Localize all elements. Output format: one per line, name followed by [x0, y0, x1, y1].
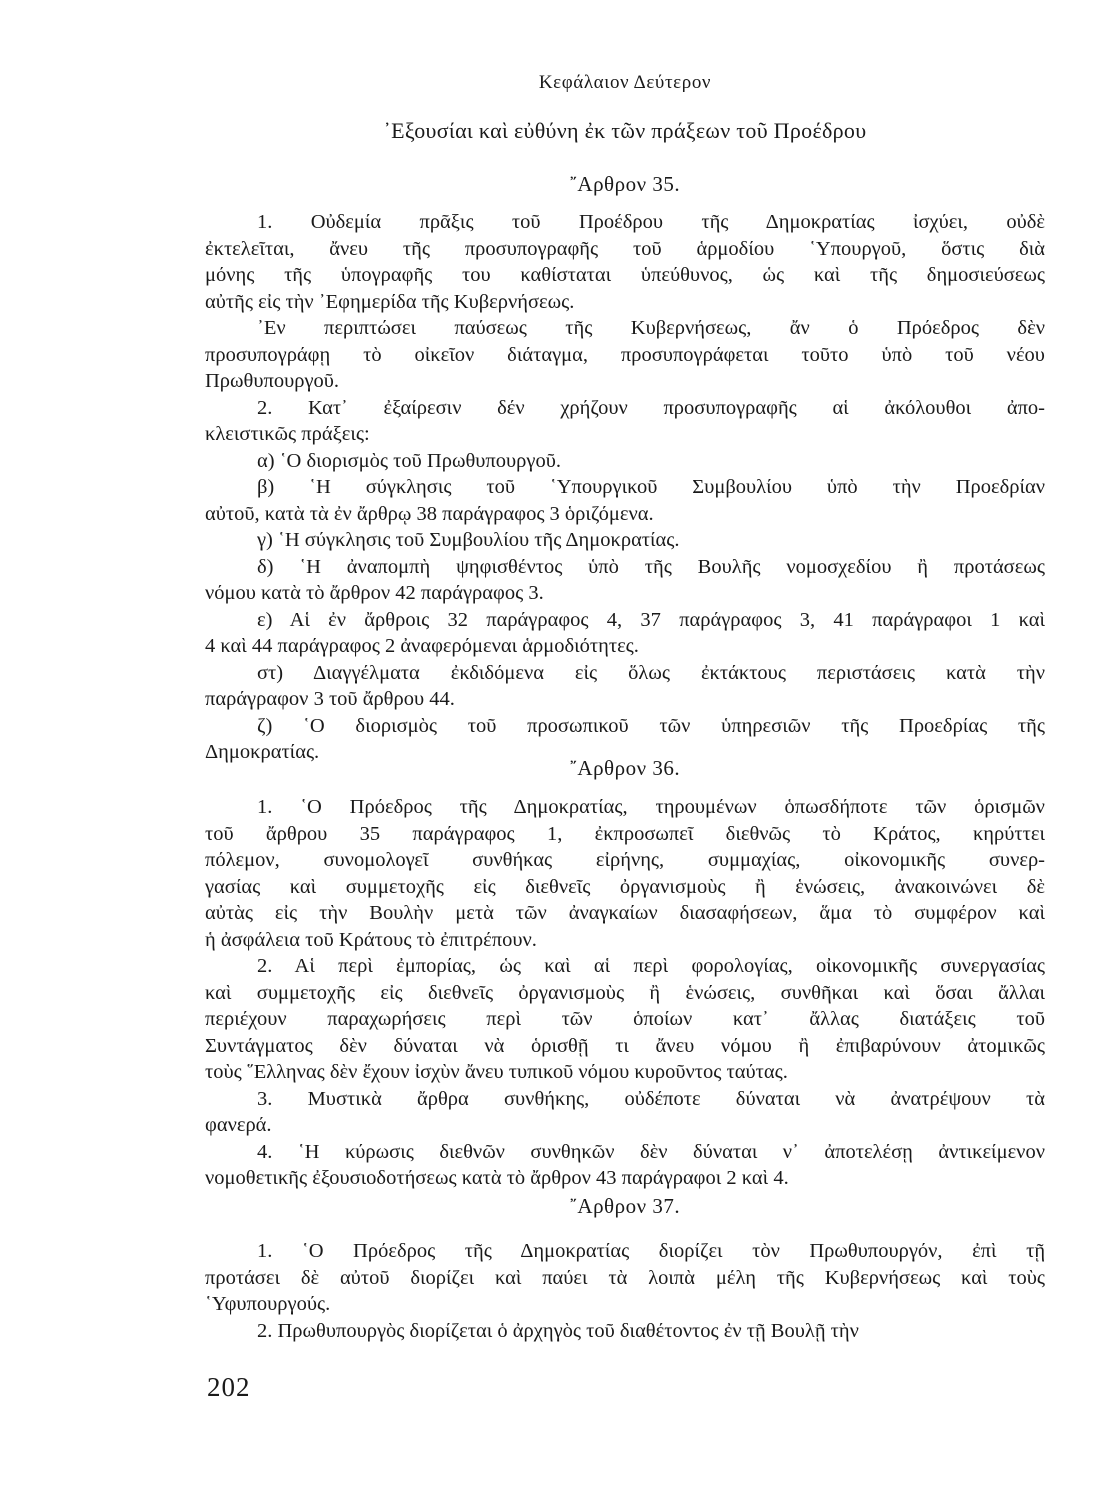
text-line: 2. Πρωθυπουργὸς διορίζεται ὁ ἀρχηγὸς τοῦ διαθέτοντος ἐν τῇ Βουλῇ τὴν	[257, 1319, 859, 1342]
text-line: αὐτῆς εἰς τὴν ᾿Εφημερίδα τῆς Κυβερνήσεως.	[205, 290, 575, 313]
text-line: ᾿Εν περιπτώσει παύσεως τῆς Κυβερνήσεως, ἄν ὁ Πρόεδρος δὲν	[257, 317, 1045, 339]
text-line: 4 καὶ 44 παράγραφος 2 ἀναφερόμεναι ἁρμοδιότητες.	[205, 635, 639, 657]
paragraph	[205, 315, 1045, 395]
text-line: β) ῾Η σύγκλησις τοῦ ῾Υπουργικοῦ Συμβουλίου ὑπὸ τὴν Προεδρίαν	[257, 476, 1046, 498]
text-line: Συντάγματος δὲν δύναται νὰ ὁρισθῇ τι ἄνευ νόμου ἢ ἐπιβαρύνουν ἀτομικῶς	[205, 1034, 1046, 1057]
paragraph	[205, 794, 1045, 953]
paragraph	[205, 1086, 1045, 1139]
text-line: πόλεμον, συνομολογεῖ συνθήκας εἰρήνης, συμμαχίας, οἰκονομικῆς συνερ-	[205, 849, 1046, 871]
text-line: ε) Αἱ ἐν ἄρθροις 32 παράγραφος 4, 37 παράγραφος 3, 41 παράγραφοι 1 καὶ	[257, 608, 1046, 631]
text-line: δ) ῾Η ἀναπομπὴ ψηφισθέντος ὑπὸ τῆς Βουλῆς νομοσχεδίου ἢ προτάσεως	[257, 555, 1045, 578]
article-35-body	[205, 209, 1045, 766]
list-item	[205, 554, 1045, 607]
text-line: 3. Μυστικὰ ἄρθρα συνθήκης, οὐδέποτε δύναται νὰ ἀνατρέψουν τὰ	[257, 1087, 1045, 1110]
text-line: περιέχουν παραχωρήσεις περὶ τῶν ὁποίων κατ᾿ ἄλλας διατάξεις τοῦ	[205, 1008, 1046, 1030]
text-line: Πρωθυπουργοῦ.	[205, 370, 340, 392]
text-line: Δημοκρατίας.	[205, 741, 320, 763]
text-line: νόμου κατὰ τὸ ἄρθρον 42 παράγραφος 3.	[205, 582, 544, 604]
text-line: 2. Κατ᾿ ἐξαίρεσιν δέν χρήζουν προσυπογραφῆς αἱ ἀκόλουθοι ἀπο-	[257, 396, 1045, 419]
paragraph	[205, 953, 1045, 1086]
text-line: ῾Υφυπουργούς.	[205, 1293, 331, 1315]
paragraph	[205, 395, 1045, 448]
text-line: τοῦ ἄρθρου 35 παράγραφος 1, ἐκπροσωπεῖ διεθνῶς τὸ Κράτος, κηρύττει	[205, 822, 1045, 845]
text-line: τοὺς ῞Ελληνας δὲν ἔχουν ἰσχὺν ἄνευ τυπικοῦ νόμου κυροῦντος ταύτας.	[205, 1061, 788, 1083]
text-line: προτάσει δὲ αὐτοῦ διορίζει καὶ παύει τὰ λοιπὰ μέλη τῆς Κυβερνήσεως καὶ τοὺς	[205, 1266, 1046, 1289]
paragraph	[205, 1139, 1045, 1192]
text-line: κλειστικῶς πράξεις:	[205, 423, 370, 445]
article-37-heading: ῎Αρθρον 37.	[569, 1194, 681, 1218]
article-37-body	[205, 1238, 1045, 1344]
text-line: αὐτοῦ, κατὰ τὰ ἐν ἄρθρῳ 38 παράγραφος 3 ὁριζόμενα.	[205, 502, 654, 525]
list-item	[205, 660, 1045, 713]
paragraph	[205, 209, 1045, 315]
article-35-heading: ῎Αρθρον 35.	[569, 172, 681, 196]
list-item	[205, 474, 1045, 527]
paragraph	[205, 1238, 1045, 1318]
page-number: 202	[207, 1372, 251, 1402]
text-line: παράγραφον 3 τοῦ ἄρθρου 44.	[205, 688, 455, 710]
text-line: 1. ῾Ο Πρόεδρος τῆς Δημοκρατίας διορίζει τὸν Πρωθυπουργόν, ἐπὶ τῇ	[257, 1240, 1046, 1262]
text-line: 4. ῾Η κύρωσις διεθνῶν συνθηκῶν δὲν δύναται ν᾿ ἀποτελέσῃ ἀντικείμενον	[257, 1140, 1045, 1163]
list-item	[205, 607, 1045, 660]
chapter-heading: Κεφάλαιον Δεύτερον	[538, 72, 712, 93]
text-line: ζ) ῾Ο διορισμὸς τοῦ προσωπικοῦ τῶν ὑπηρεσιῶν τῆς Προεδρίας τῆς	[257, 714, 1045, 737]
paragraph	[205, 1318, 1045, 1345]
article-36-body	[205, 794, 1045, 1192]
text-line: προσυπογράφῃ τὸ οἰκεῖον διάταγμα, προσυπογράφεται τοῦτο ὑπὸ τοῦ νέου	[205, 343, 1045, 366]
text-line: 2. Αἱ περὶ ἐμπορίας, ὡς καὶ αἱ περὶ φορολογίας, οἰκονομικῆς συνεργασίας	[257, 955, 1045, 977]
text-line: ἡ ἀσφάλεια τοῦ Κράτους τὸ ἐπιτρέπουν.	[205, 928, 537, 951]
article-36-heading: ῎Αρθρον 36.	[569, 756, 681, 780]
text-line: αὐτὰς εἰς τὴν Βουλὴν μετὰ τῶν ἀναγκαίων διασαφήσεων, ἅμα τὸ συμφέρον καὶ	[205, 902, 1045, 924]
text-line: καὶ συμμετοχῆς εἰς διεθνεῖς ὀργανισμοὺς ἢ ἑνώσεις, συνθῆκαι καὶ ὅσαι ἄλλαι	[205, 981, 1046, 1004]
section-title: ᾿Εξουσίαι καὶ εὐθύνη ἐκ τῶν πράξεων τοῦ Προέδρου	[383, 118, 867, 143]
text-line: γ) ῾Η σύγκλησις τοῦ Συμβουλίου τῆς Δημοκρατίας.	[257, 529, 680, 551]
text-line: μόνης τῆς ὑπογραφῆς του καθίσταται ὑπεύθυνος, ὡς καὶ τῆς δημοσιεύσεως	[205, 264, 1045, 286]
text-line: γασίας καὶ συμμετοχῆς εἰς διεθνεῖς ὀργανισμοὺς ἢ ἑνώσεις, ἀνακοινώνει δὲ	[205, 875, 1045, 898]
list-item	[205, 448, 1045, 475]
text-line: στ) Διαγγέλματα ἐκδιδόμενα εἰς ὅλως ἐκτάκτους περιστάσεις κατὰ τὴν	[257, 661, 1046, 684]
list-item	[205, 527, 1045, 554]
text-line: ἐκτελεῖται, ἄνευ τῆς προσυπογραφῆς τοῦ ἁρμοδίου ῾Υπουργοῦ, ὅστις διὰ	[205, 237, 1046, 260]
text-line: 1. ῾Ο Πρόεδρος τῆς Δημοκρατίας, τηρουμένων ὁπωσδήποτε τῶν ὁρισμῶν	[257, 796, 1045, 818]
text-line: 1. Οὐδεμία πρᾶξις τοῦ Προέδρου τῆς Δημοκρατίας ἰσχύει, οὐδὲ	[257, 211, 1046, 233]
text-line: νομοθετικῆς ἐξουσιοδοτήσεως κατὰ τὸ ἄρθρον 43 παράγραφοι 2 καὶ 4.	[205, 1167, 789, 1189]
text-line: α) ῾Ο διορισμὸς τοῦ Πρωθυπουργοῦ.	[257, 449, 561, 472]
text-line: φανερά.	[205, 1114, 272, 1136]
